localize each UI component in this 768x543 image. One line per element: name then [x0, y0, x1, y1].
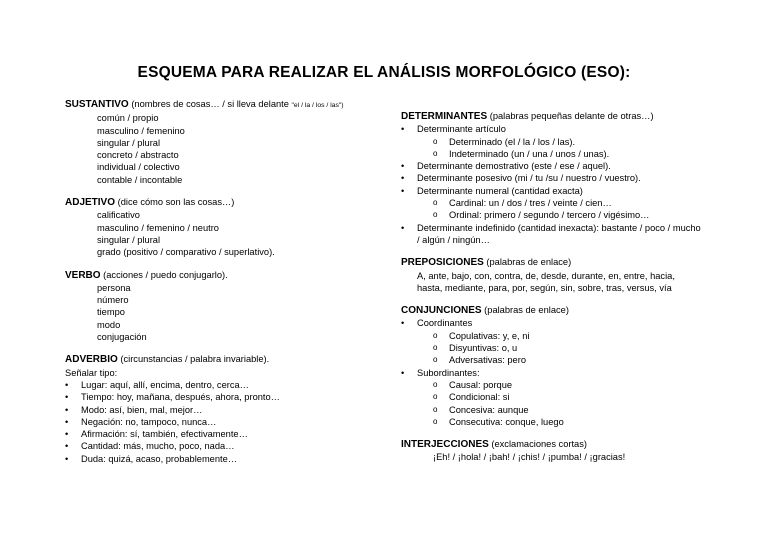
heading-note: (dice cómo son las cosas…) — [117, 197, 235, 208]
section-heading — [65, 98, 385, 112]
sub-list-item: o Concesiva: aunque — [433, 404, 701, 416]
item: masculino / femenino — [97, 125, 185, 136]
list-item: • Determinante demostrativo (este / ese / aquel). — [401, 160, 701, 172]
list-item: • Determinante indefinido (cantidad inexacta): bastante / poco / mucho / algún / ningún… — [401, 222, 701, 247]
heading-note-small: "el / la / los / las") — [291, 102, 344, 109]
sub-list-item: o Causal: porque — [433, 379, 701, 391]
heading-title: ADVERBIO — [65, 354, 118, 366]
bullet-list — [401, 123, 701, 246]
list-item — [401, 185, 701, 222]
heading-note: (acciones / puedo conjugarlo). — [103, 269, 228, 280]
list-item: • Tiempo: hoy, mañana, después, ahora, pronto… — [65, 391, 385, 403]
section-interjecciones — [401, 438, 701, 464]
section-heading — [401, 110, 701, 123]
sub-list-item: o Cardinal: un / dos / tres / veinte / cien… — [433, 197, 701, 209]
heading-title: VERBO — [65, 269, 101, 281]
list-item-label: • Determinante artículo — [417, 124, 506, 135]
item: concreto / abstracto — [97, 150, 179, 161]
section-heading — [65, 353, 385, 366]
item: singular / plural — [97, 137, 161, 148]
heading-note: (palabras de enlace) — [486, 257, 572, 268]
item: conjugación — [97, 332, 147, 343]
list-item: • Lugar: aquí, allí, encima, dentro, cerca… — [65, 379, 385, 391]
item: masculino / femenino / neutro — [97, 222, 219, 233]
section-adjetivo — [65, 196, 385, 258]
item: persona — [97, 282, 131, 293]
list-item: • Modo: así, bien, mal, mejor… — [65, 404, 385, 416]
section-heading — [401, 304, 701, 317]
heading-note: (circunstancias / palabra invariable). — [120, 354, 270, 365]
list-item — [401, 317, 701, 366]
sub-list-item: o Ordinal: primero / segundo / tercero / vigésimo… — [433, 209, 701, 221]
section-sustantivo — [65, 98, 385, 186]
sub-list-item: o Copulativas: y, e, ni — [433, 330, 701, 342]
heading-title: PREPOSICIONES — [401, 257, 484, 269]
heading-title: CONJUNCIONES — [401, 305, 482, 317]
heading-title: INTERJECCIONES — [401, 439, 489, 451]
page-title: ESQUEMA PARA REALIZAR EL ANÁLISIS MORFOLÓGICO (ESO): — [137, 64, 631, 81]
list-item: • Negación: no, tampoco, nunca… — [65, 416, 385, 428]
heading-note: (nombres de cosas… / si lleva delante — [131, 99, 289, 109]
item: modo — [97, 319, 121, 330]
sub-list-item: o Adversativas: pero — [433, 354, 701, 366]
sub-list — [417, 330, 701, 367]
section-text: ¡Eh! / ¡hola! / ¡bah! / ¡chis! / ¡pumba! / ¡gracias! — [433, 452, 626, 463]
left-column — [65, 98, 385, 475]
sub-list-item: o Condicional: si — [433, 391, 701, 403]
sub-list-item: o Consecutiva: conque, luego — [433, 416, 701, 428]
bullet-list — [401, 317, 701, 428]
item: singular / plural — [97, 234, 161, 245]
heading-note: (palabras pequeñas delante de otras…) — [489, 111, 654, 121]
item: común / propio — [97, 113, 159, 124]
heading-note: (palabras de enlace) — [484, 305, 569, 316]
heading-title: SUSTANTIVO — [65, 99, 129, 110]
section-adverbio — [65, 353, 385, 465]
item: grado (positivo / comparativo / superlativo). — [97, 247, 275, 258]
list-item — [401, 367, 701, 428]
right-column — [401, 110, 701, 474]
list-item-label: • Coordinantes — [417, 318, 473, 329]
list-item — [401, 123, 701, 160]
section-text: A, ante, bajo, con, contra, de, desde, durante, en, entre, hacia, hasta, mediante, para, por, según, sin, sobre, tras, versus, vía — [417, 270, 675, 293]
heading-note: (exclamaciones cortas) — [491, 439, 587, 450]
sub-list — [417, 136, 701, 161]
item: número — [97, 295, 129, 306]
item: individual / colectivo — [97, 162, 180, 173]
sub-list-item: o Determinado (el / la / los / las). — [433, 136, 701, 148]
bullet-list — [65, 379, 385, 465]
section-verbo — [65, 269, 385, 344]
item: contable / incontable — [97, 174, 183, 185]
section-heading — [65, 269, 385, 282]
section-preposiciones — [401, 256, 701, 294]
section-subtitle: Señalar tipo: — [65, 367, 118, 378]
list-item-label: • Determinante numeral (cantidad exacta) — [417, 185, 583, 196]
list-item: • Afirmación: sí, también, efectivamente… — [65, 428, 385, 440]
list-item: • Cantidad: más, mucho, poco, nada… — [65, 440, 385, 452]
sub-list-item: o Disyuntivas: o, u — [433, 342, 701, 354]
sub-list — [417, 379, 701, 428]
sub-list-item: o Indeterminado (un / una / unos / unas). — [433, 148, 701, 160]
heading-title: DETERMINANTES — [401, 111, 488, 122]
list-item: • Duda: quizá, acaso, probablemente… — [65, 453, 385, 465]
item: calificativo — [97, 210, 140, 221]
section-heading — [65, 196, 385, 209]
item: tiempo — [97, 307, 125, 318]
list-item: • Determinante posesivo (mi / tu /su / nuestro / vuestro). — [401, 172, 701, 184]
section-determinantes — [401, 110, 701, 246]
heading-title: ADJETIVO — [65, 197, 116, 209]
sub-list — [417, 197, 701, 222]
section-heading — [401, 438, 701, 451]
list-item-label: • Subordinantes: — [417, 367, 480, 378]
section-conjunciones — [401, 304, 701, 428]
section-heading — [401, 256, 701, 269]
